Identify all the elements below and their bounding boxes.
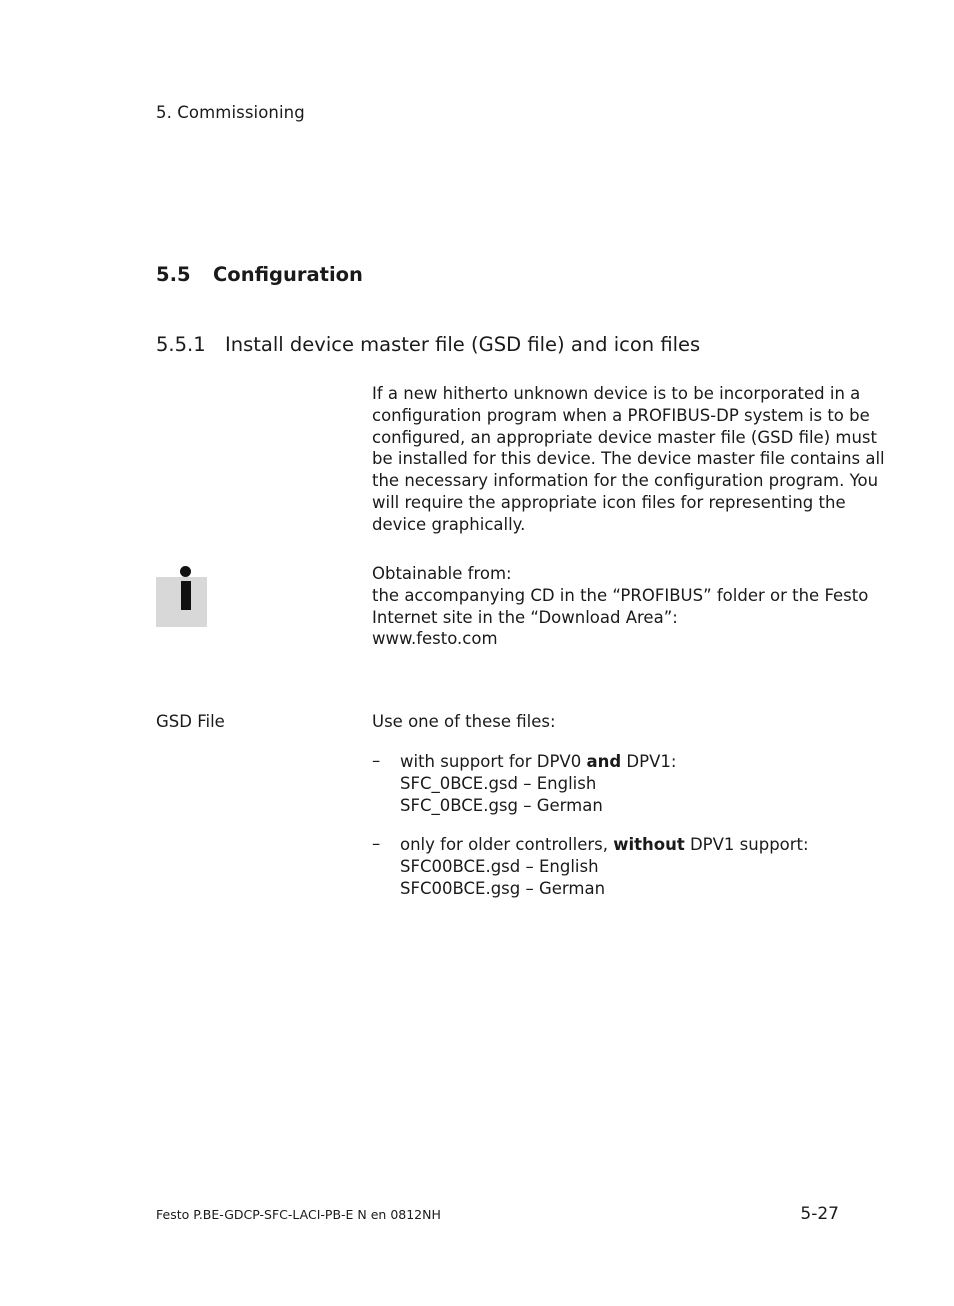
- subsection-heading: [156, 333, 700, 356]
- intro-line: If a new hitherto unknown device is to be incorporated in a: [372, 384, 861, 403]
- info-line: www.festo.com: [372, 629, 498, 649]
- item-emphasis: and: [586, 752, 622, 771]
- gsd-filename: SFC_0BCE.gsg – German: [400, 795, 603, 815]
- intro-line: configuration program when a PROFIBUS-DP system is to be: [372, 405, 870, 425]
- footer-doc-id: Festo P.BE-GDCP-SFC-LACI-PB-E N en 0812NH: [156, 1207, 441, 1222]
- list-dash: –: [372, 834, 381, 853]
- gsd-list-item-legacy: [400, 834, 840, 899]
- item-text: DPV1 support:: [684, 835, 809, 854]
- subsection-number: 5.5.1: [156, 333, 206, 356]
- info-note: [372, 563, 869, 650]
- subsection-title: Install device master file (GSD file) and icon files: [225, 333, 701, 356]
- list-item-heading: [400, 834, 840, 856]
- gsd-filename: SFC_0BCE.gsd – English: [400, 773, 597, 793]
- gsd-list-item-dpv1: [400, 751, 840, 816]
- info-line: Obtainable from:: [372, 564, 512, 583]
- item-text: only for older controllers,: [400, 835, 614, 854]
- info-icon-stem: [181, 581, 191, 610]
- gsd-file-label: GSD File: [156, 712, 225, 731]
- info-icon-dot: [180, 566, 191, 577]
- intro-line: device graphically.: [372, 514, 526, 534]
- info-line: Internet site in the “Download Area”:: [372, 607, 678, 627]
- item-text: with support for DPV0: [400, 752, 587, 771]
- gsd-filename: SFC00BCE.gsd – English: [400, 856, 599, 876]
- section-number: 5.5: [156, 263, 191, 286]
- section-heading: [156, 263, 363, 286]
- section-title: Configuration: [213, 263, 363, 286]
- item-emphasis: without: [613, 835, 685, 854]
- intro-paragraph: [372, 383, 885, 536]
- intro-line: configured, an appropriate device master file (GSD file) must: [372, 427, 877, 447]
- list-item-heading: [400, 751, 840, 773]
- list-dash: –: [372, 751, 381, 770]
- chapter-header: 5. Commissioning: [156, 103, 305, 122]
- page-number: 5-27: [800, 1204, 839, 1224]
- item-text: DPV1:: [621, 752, 677, 771]
- info-line: the accompanying CD in the “PROFIBUS” folder or the Festo: [372, 585, 869, 605]
- intro-line: be installed for this device. The device master file contains all: [372, 449, 885, 469]
- intro-line: will require the appropriate icon files for representing the: [372, 492, 846, 512]
- gsd-intro: Use one of these files:: [372, 712, 556, 731]
- intro-line: the necessary information for the configuration program. You: [372, 471, 879, 491]
- gsd-filename: SFC00BCE.gsg – German: [400, 878, 606, 898]
